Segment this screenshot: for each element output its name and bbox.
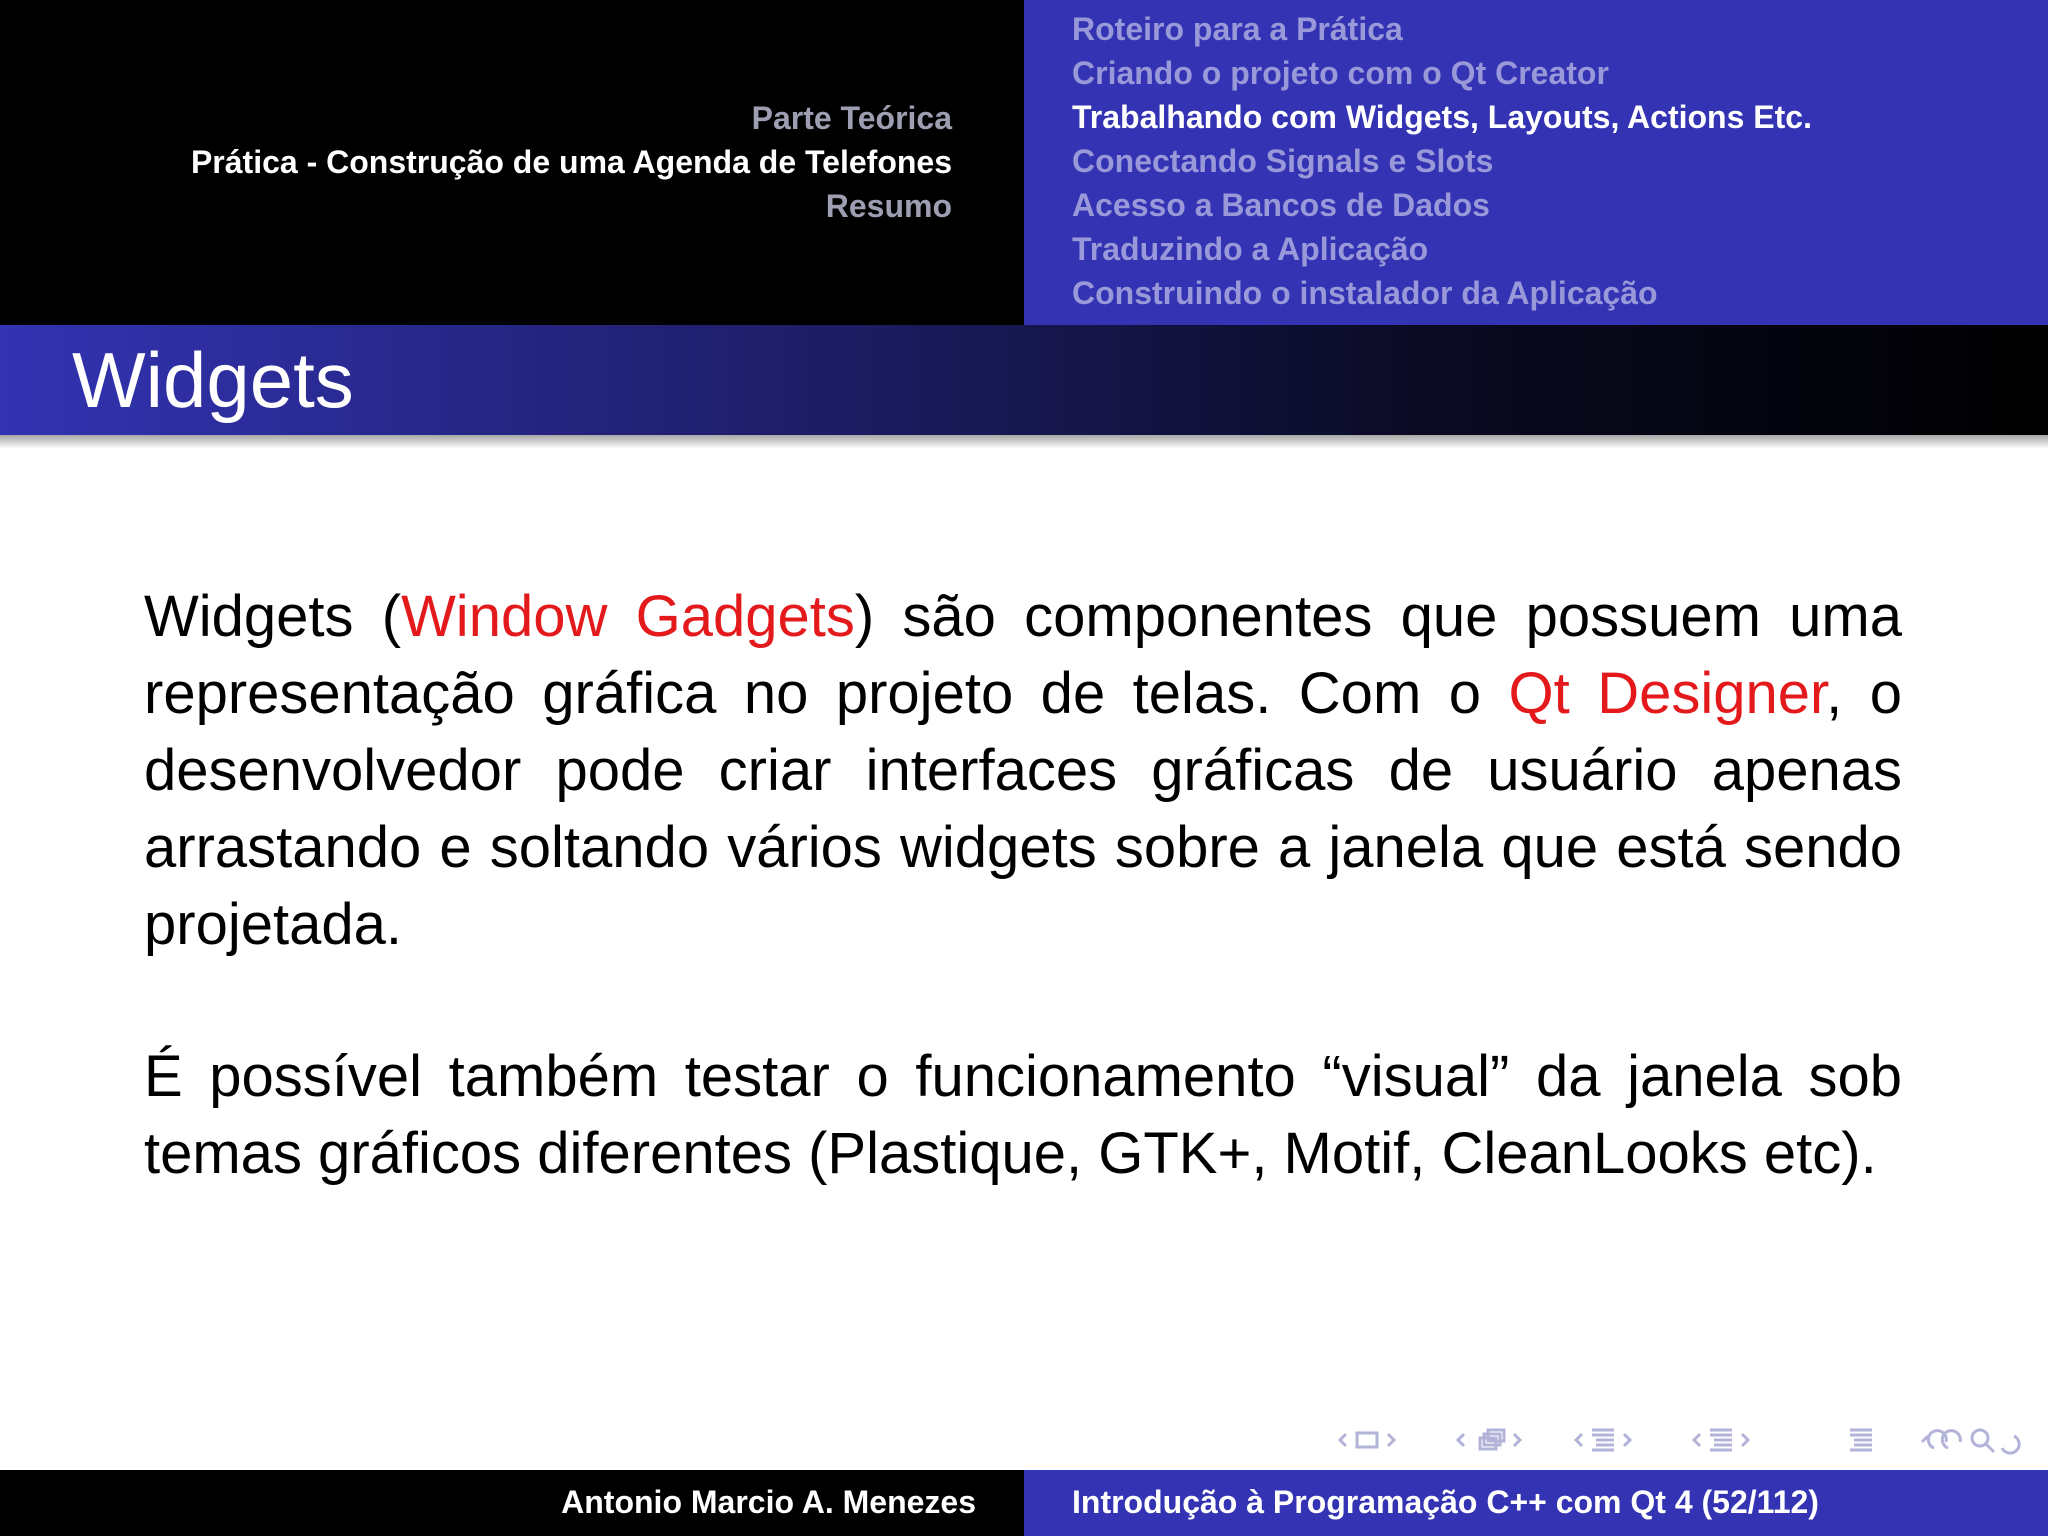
- navigation-bar: [1330, 1422, 2030, 1462]
- subsection-item-traduzindo[interactable]: Traduzindo a Aplicação: [1072, 231, 1429, 267]
- nav-document-icon[interactable]: [1694, 1430, 1748, 1450]
- subsection-item-widgets-layouts[interactable]: Trabalhando com Widgets, Layouts, Actions Etc.: [1072, 99, 1812, 135]
- nav-section-icon[interactable]: [1576, 1430, 1630, 1450]
- header-sections-panel: [0, 0, 1024, 325]
- subsection-nav: [1072, 7, 1812, 315]
- subsection-item-roteiro[interactable]: Roteiro para a Prática: [1072, 11, 1403, 47]
- highlight-qt-designer: Qt Designer: [1508, 661, 1827, 726]
- frame-title-bar: [0, 325, 2048, 435]
- section-item-pratica[interactable]: Prática - Construção de uma Agenda de Telefones: [190, 144, 952, 180]
- subsection-item-criando-projeto[interactable]: Criando o projeto com o Qt Creator: [1072, 55, 1609, 91]
- highlight-window-gadgets: Window Gadgets: [401, 584, 855, 649]
- section-nav: [191, 96, 952, 228]
- p1-text-b: ) são componentes que possuem uma representação gráfica no projeto de telas. Com o: [144, 584, 1902, 726]
- subsection-item-signals-slots[interactable]: Conectando Signals e Slots: [1072, 143, 1494, 179]
- paragraph-visual-themes: [144, 1038, 1902, 1192]
- frame-title: Widgets: [72, 336, 354, 424]
- footer-title-panel: [1024, 1470, 2048, 1536]
- footer-author: Antonio Marcio A. Menezes: [561, 1484, 976, 1520]
- nav-subsection-icon[interactable]: [1458, 1430, 1520, 1449]
- nav-frame-icon[interactable]: [1340, 1433, 1394, 1447]
- footer-presentation-title: Introdução à Programação C++ com Qt 4 (52/112): [1072, 1484, 1819, 1520]
- subsection-item-bancos-dados[interactable]: Acesso a Bancos de Dados: [1072, 187, 1490, 223]
- section-item-parte-teorica[interactable]: Parte Teórica: [751, 100, 952, 136]
- section-item-resumo[interactable]: Resumo: [825, 188, 952, 224]
- footer-author-panel: [0, 1470, 1024, 1536]
- nav-document-outline-icon[interactable]: [1850, 1430, 1872, 1450]
- p1-text-a: Widgets (: [144, 584, 402, 649]
- title-shadow: [0, 435, 2048, 449]
- p2-text: É possível também testar o funcionamento “visual” da janela sob temas gráficos diferentes (Plastique, GTK+, Motif, CleanLooks etc).: [144, 1044, 1902, 1186]
- paragraph-widgets-definition: [144, 578, 1902, 963]
- p1-text-c: , o desenvolvedor pode criar interfaces gráficas de usuário apenas arrastando e soltando vários widgets sobre a janela que está sendo projetada.: [144, 661, 1902, 957]
- subsection-item-instalador[interactable]: Construindo o instalador da Aplicação: [1072, 275, 1658, 311]
- nav-undo-icon[interactable]: [1922, 1431, 1960, 1448]
- nav-search-icon[interactable]: [1972, 1430, 2019, 1453]
- header-subsections-panel: [1024, 0, 2048, 325]
